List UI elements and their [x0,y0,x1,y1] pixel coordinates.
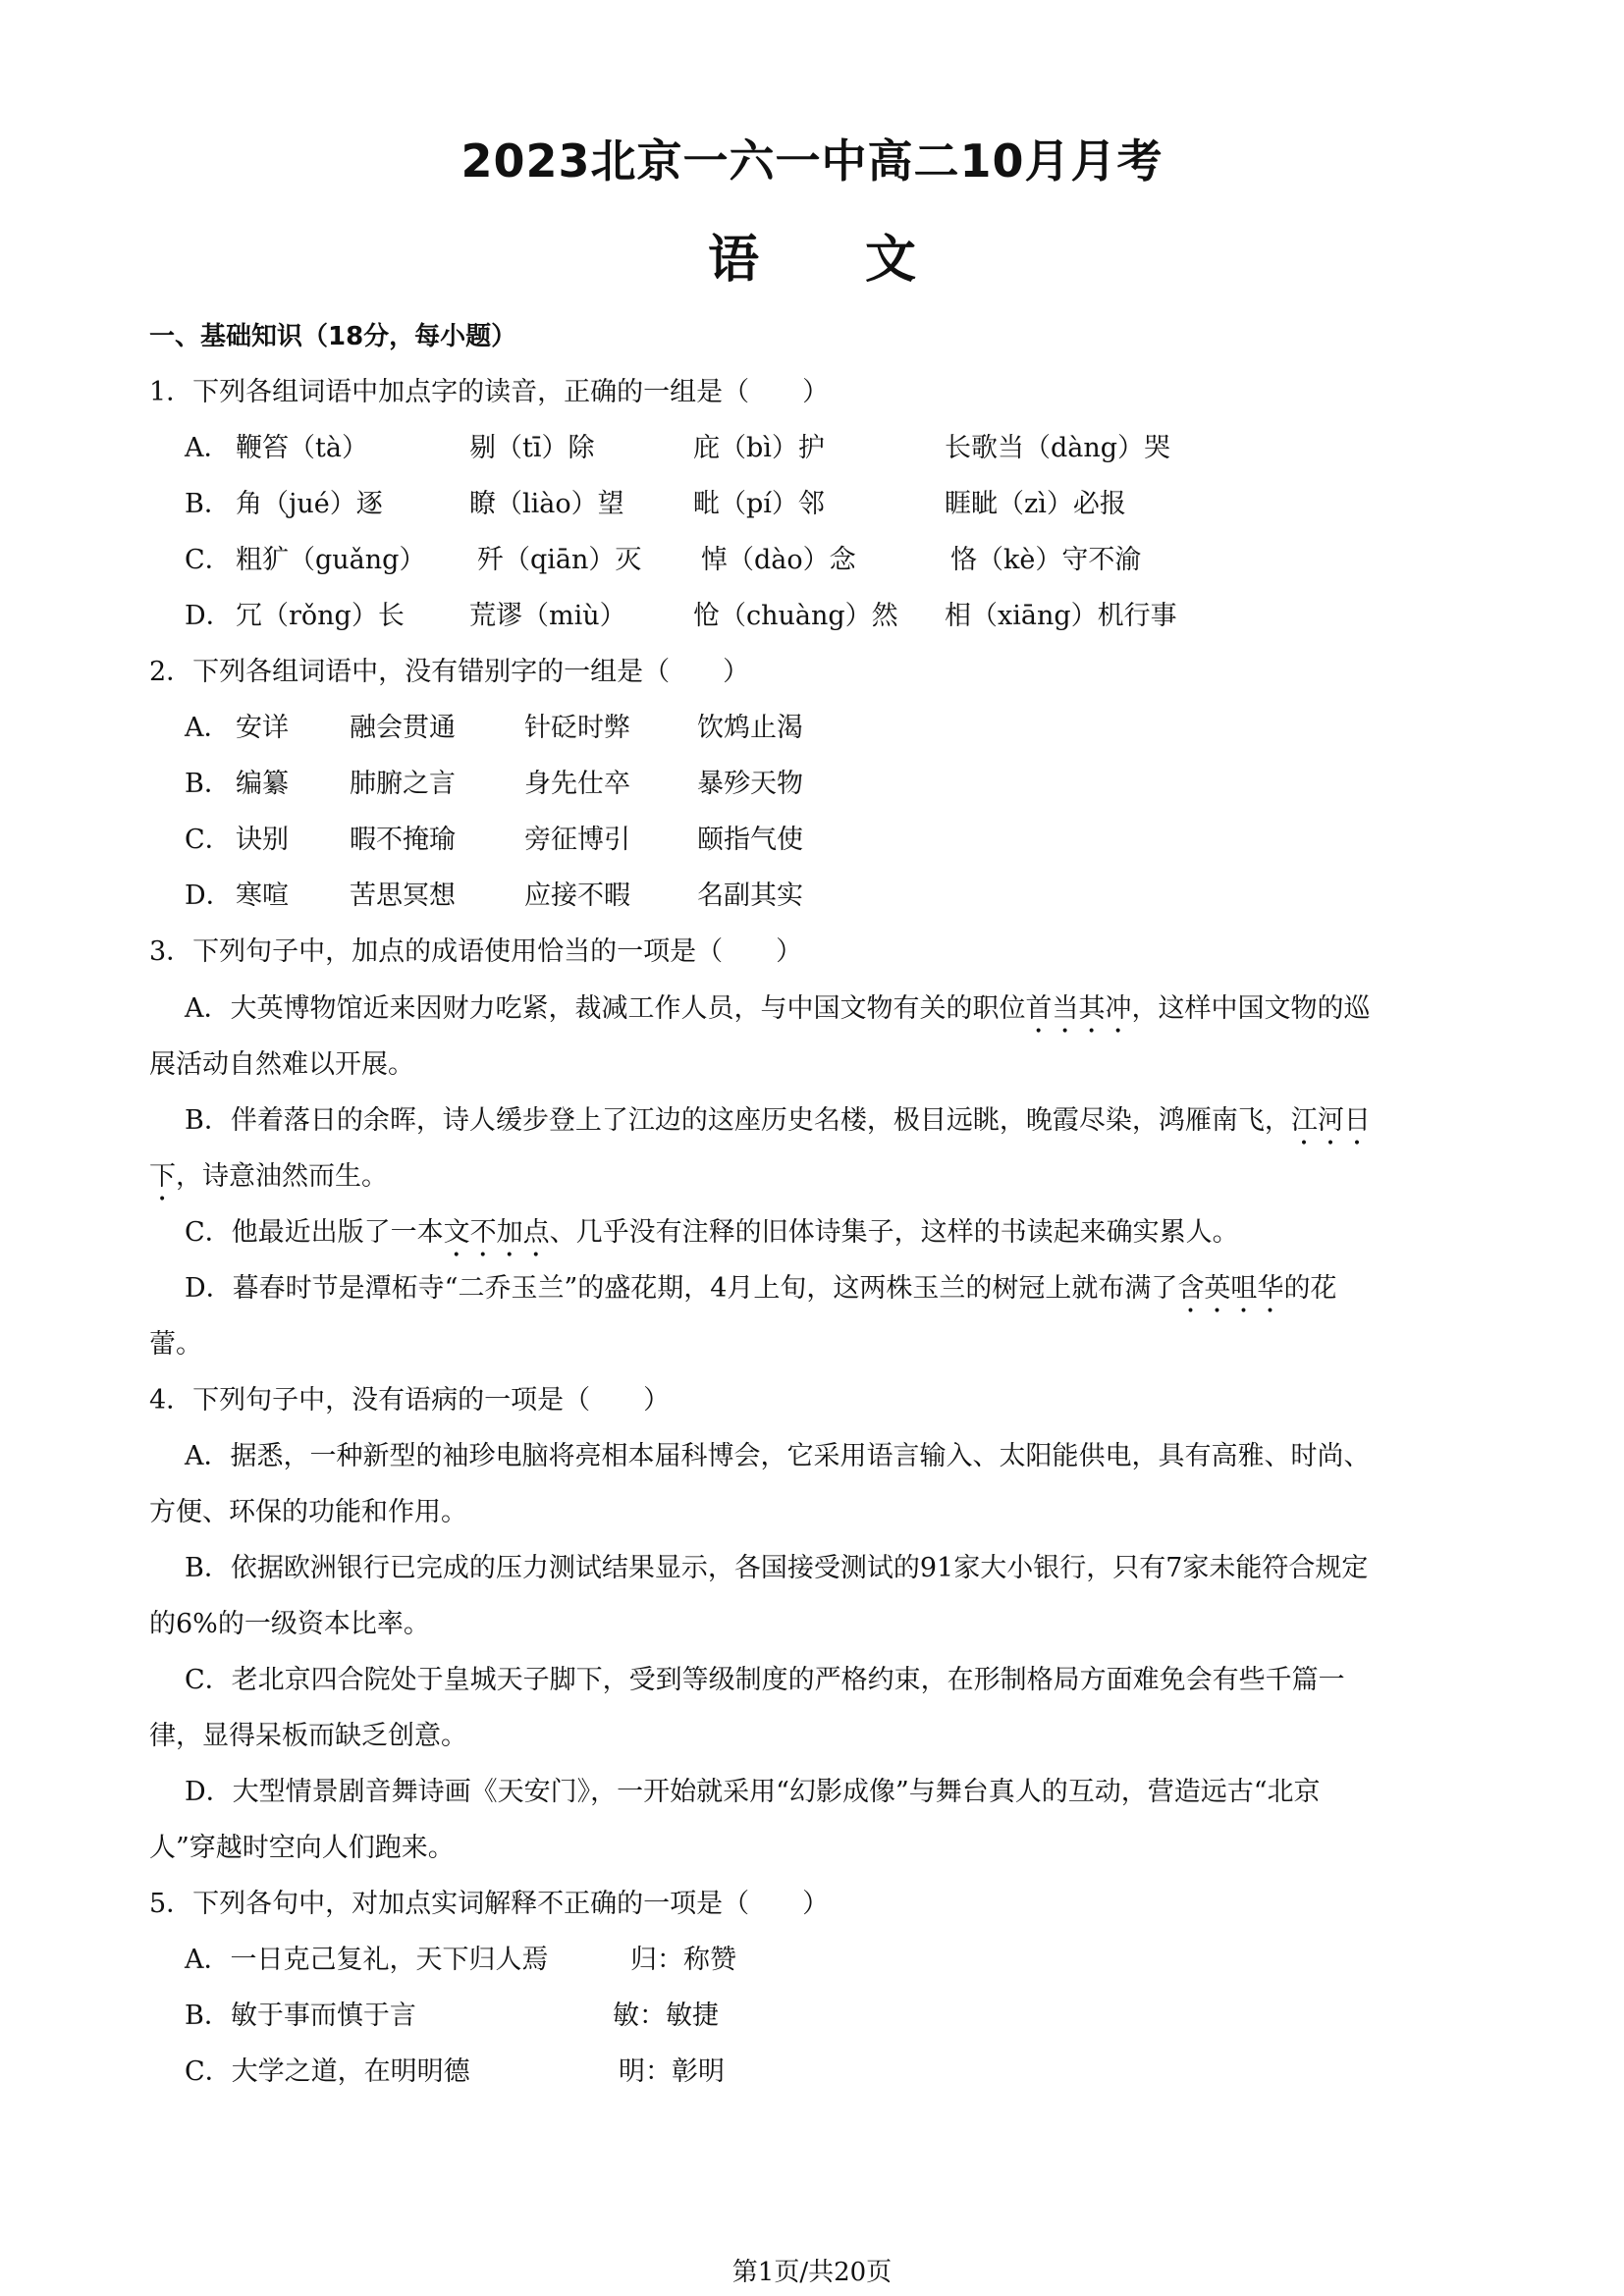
q4-option-d-line-2: 人”穿越时空向人们跑来。 [149,1833,455,1863]
question-1-stem: 1．下列各组词语中加点字的读音，正确的一组是（ ） [149,377,830,407]
q3-d-text: D．暮春时节是潭柘寺“二乔玉兰”的盛花期，4月上旬，这两株玉兰的树冠上就布满了 [185,1273,1178,1304]
option-gloss: 敏：敏捷 [613,2001,719,2031]
option-item: 旁征博引 [524,825,630,855]
q3-c-text-end: 、几乎没有注释的旧体诗集子，这样的书读起来确实累人。 [549,1217,1239,1248]
question-5-stem: 5．下列各句中，对加点实词解释不正确的一项是（ ） [149,1889,830,1919]
option-item: 角（jué）逐 [236,489,383,519]
question-4-stem: 4．下列句子中，没有语病的一项是（ ） [149,1385,671,1415]
q3-option-d-line-1 [185,1272,1336,1319]
question-2-stem: 2．下列各组词语中，没有错别字的一组是（ ） [149,657,750,687]
option-item: 长歌当（dàng）哭 [945,433,1171,463]
option-item: 鞭笞（tà） [236,433,368,463]
option-item: 剔（tī）除 [469,433,595,463]
q4-option-c-line-2: 律，显得呆板而缺乏创意。 [149,1721,467,1751]
q4-option-b-line-1: B．依据欧洲银行已完成的压力测试结果显示，各国接受测试的91家大小银行，只有7家未能符合规定 [185,1553,1369,1583]
q4-option-b-line-2: 的6%的一级资本比率。 [149,1609,430,1639]
q3-option-b-line-1 [185,1104,1371,1151]
option-item: 融会贯通 [350,713,456,743]
q3-d-dotted-idiom: 含英咀华 [1177,1273,1284,1304]
q3-c-dotted-idiom: 文不加点 [443,1217,550,1248]
option-item: 怆（chuàng）然 [693,601,898,631]
q3-option-a-line-1 [185,992,1371,1040]
option-item: 应接不暇 [524,881,630,911]
option-sentence: C．大学之道，在明明德 [185,2056,470,2087]
q3-b-dotted-idiom: 江河日 [1290,1105,1371,1136]
option-item: 诀别 [236,825,289,855]
question-3-stem: 3．下列句子中，加点的成语使用恰当的一项是（ ） [149,936,803,967]
option-item: 睚眦（zì）必报 [945,489,1126,519]
option-letter: D． [185,881,233,911]
q3-a-text: A．大英博物馆近来因财力吃紧，裁减工作人员，与中国文物有关的职位 [185,993,1026,1024]
option-item: 相（xiāng）机行事 [945,601,1177,631]
q3-b-text: B．伴着落日的余晖，诗人缓步登上了江边的这座历史名楼，极目远眺，晚霞尽染，鸿雁南飞， [185,1105,1291,1136]
option-item: 粗犷（guǎng） [236,545,426,575]
q4-option-d-line-1: D．大型情景剧音舞诗画《天安门》，一开始就采用“幻影成像”与舞台真人的互动，营造远古“北京 [185,1777,1321,1807]
option-item: 苦思冥想 [350,881,456,911]
option-item: 荒谬（miù） [469,601,626,631]
option-letter: B． [185,489,231,519]
option-item: 肺腑之言 [350,769,456,799]
q3-b-text-end: ，诗意油然而生。 [176,1161,388,1192]
q3-d-text-end: 的花 [1283,1273,1337,1304]
option-item: 庇（bì）护 [693,433,825,463]
option-item: 编纂 [236,769,289,799]
q4-option-a-line-2: 方便、环保的功能和作用。 [149,1497,467,1527]
q4-option-a-line-1: A．据悉，一种新型的袖珍电脑将亮相本届科博会，它采用语言输入、太阳能供电，具有高雅、时尚、 [185,1441,1371,1471]
option-letter: C． [185,825,232,855]
option-letter: C． [185,545,232,575]
option-item: 恪（kè）守不渝 [950,545,1142,575]
q3-b-dotted-idiom-end: 下 [149,1161,176,1192]
option-item: 针砭时弊 [524,713,630,743]
option-sentence: A．一日克己复礼，天下归人焉 [185,1945,549,1975]
exam-title: 2023北京一六一中高二10月月考 [460,134,1164,187]
q4-option-c-line-1: C．老北京四合院处于皇城天子脚下，受到等级制度的严格约束，在形制格局方面难免会有些千篇一 [185,1665,1345,1695]
option-gloss: 归：称赞 [630,1945,736,1975]
q3-a-text-end: ，这样中国文物的巡 [1131,993,1371,1024]
option-item: 冗（rǒng）长 [236,601,405,631]
q3-option-a-line-2: 展活动自然难以开展。 [149,1049,414,1080]
q3-option-b-line-2 [149,1160,388,1207]
option-item: 暴殄天物 [697,769,803,799]
option-item: 瞭（liào）望 [469,489,624,519]
option-sentence: B．敏于事而慎于言 [185,2001,416,2031]
option-letter: A． [185,433,231,463]
option-item: 颐指气使 [697,825,803,855]
option-item: 身先仕卒 [524,769,630,799]
option-item: 寒喧 [236,881,289,911]
option-item: 歼（qiān）灭 [477,545,642,575]
section-heading: 一、基础知识（18分，每小题） [149,322,517,351]
option-item: 名副其实 [697,881,803,911]
option-letter: B． [185,769,231,799]
q3-option-c-line-1 [185,1216,1239,1263]
option-item: 暇不掩瑜 [350,825,456,855]
q3-c-text: C．他最近出版了一本 [185,1217,444,1248]
page-number: 第1页/共20页 [731,2258,893,2287]
option-letter: D． [185,601,233,631]
option-letter: A． [185,713,231,743]
option-item: 悼（dào）念 [701,545,856,575]
q3-option-d-line-2: 蕾。 [149,1329,202,1360]
option-item: 安详 [236,713,289,743]
option-item: 饮鸩止渴 [697,713,803,743]
q3-a-dotted-idiom: 首当其冲 [1025,993,1132,1024]
subject-title: 语 文 [707,231,917,290]
option-gloss: 明：彰明 [619,2056,725,2087]
option-item: 毗（pí）邻 [693,489,825,519]
